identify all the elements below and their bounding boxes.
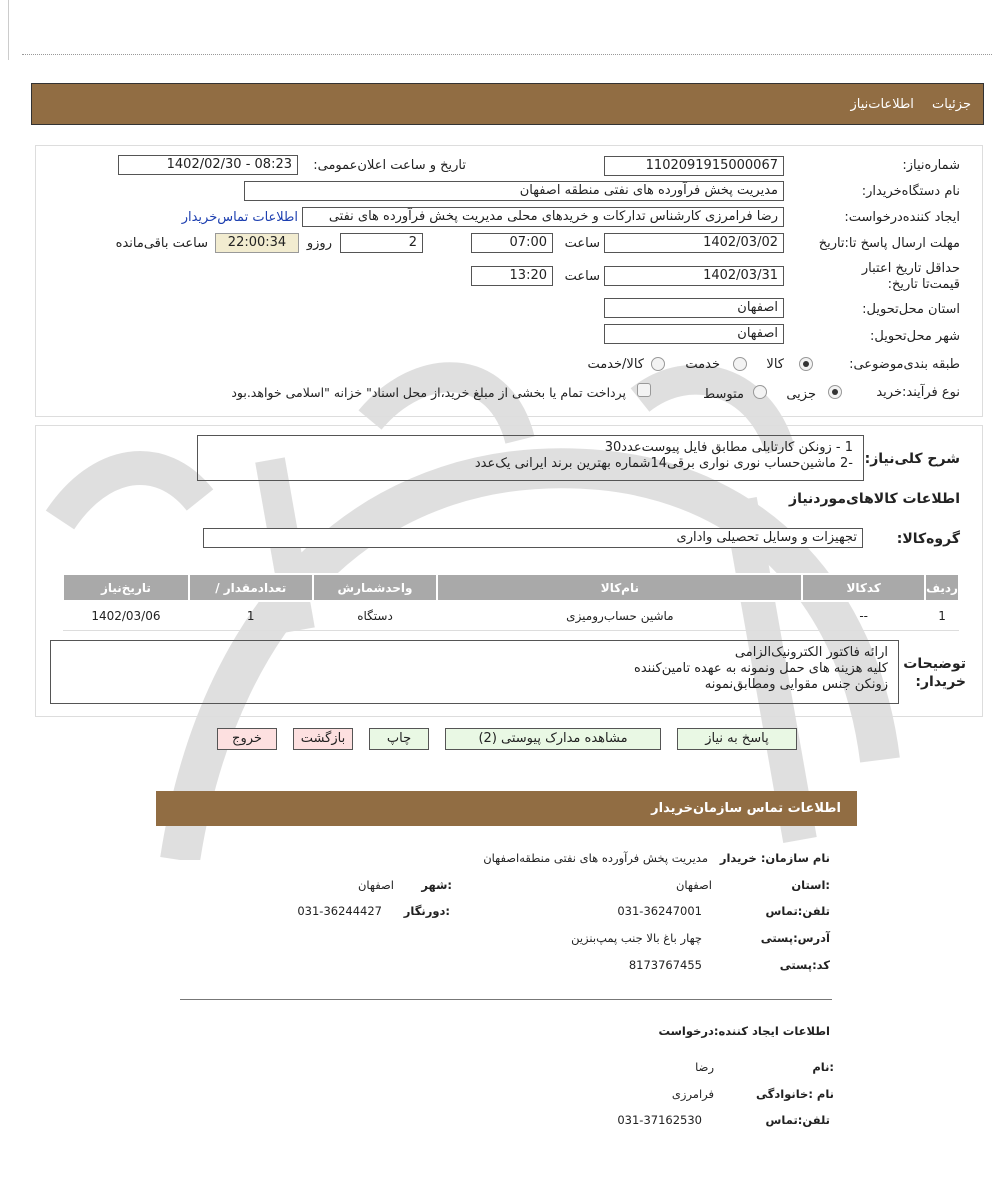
contact-org-label: نام سازمان‌: خریدار: [719, 851, 830, 865]
contact-address-label: آدرس‌:پستی: [760, 931, 830, 945]
contact-fax-label: :دورنگار: [403, 904, 450, 918]
buyer-org-label: نام دستگاه‌خریدار:: [861, 184, 960, 199]
col-quantity: تعدادمقدار /: [189, 574, 313, 601]
notes-line-1: ارائه فاکتور الکترونیک‌الزامی: [734, 645, 888, 660]
validity-time-label: ساعت: [564, 269, 600, 284]
col-code: کدکالا: [802, 574, 925, 601]
cell-name: ماشین حساب‌رومیزی: [437, 601, 802, 630]
col-row: ردیف: [925, 574, 959, 601]
goods-info-heading: اطلاعات کالاهای‌موردنیاز: [789, 491, 960, 507]
contact-divider: [180, 999, 832, 1000]
col-unit: واحدشمارش: [313, 574, 438, 601]
creator-info-heading: اطلاعات ایجاد کننده‌:درخواست: [658, 1024, 830, 1038]
goods-group-field[interactable]: تجهیزات و وسایل تحصیلی واداری: [203, 528, 863, 548]
creator-phone-label: تلفن‌:تماس: [765, 1113, 830, 1127]
province-field[interactable]: اصفهان: [604, 298, 784, 318]
cell-unit: دستگاه: [313, 601, 438, 630]
cell-date: 1402/03/06: [63, 601, 189, 630]
summary-label: شرح کلی‌نیاز:: [864, 451, 960, 467]
remaining-label: ساعت باقی‌مانده: [115, 236, 208, 251]
creator-label: ایجاد کننده‌درخواست:: [844, 210, 960, 225]
table-row: [63, 601, 959, 630]
creator-family-label: نام :خانوادگی: [756, 1087, 834, 1101]
col-name: نام‌کالا: [437, 574, 802, 601]
creator-field[interactable]: رضا فرامرزی کارشناس تدارکات و خریدهای محلی مدیریت پخش فرآورده های نفتی: [302, 207, 784, 227]
contact-province-label: :استان: [791, 878, 830, 892]
contact-postal-value: 8173767455: [628, 958, 702, 972]
category-both-radio[interactable]: [651, 357, 665, 371]
cell-row: 1: [925, 601, 959, 630]
process-minor-radio[interactable]: [828, 385, 842, 399]
payment-note: پرداخت تمام یا بخشی از مبلغ خرید،از محل اسناد" خزانه "اسلامی خواهد.بود: [231, 385, 626, 400]
contact-header: اطلاعات تماس سازمان‌خریدار: [156, 791, 857, 826]
buyer-notes-label-1: توضیحات: [903, 656, 966, 672]
contact-phone-label: تلفن‌:تماس: [765, 904, 830, 918]
back-button[interactable]: بازگشت: [293, 728, 353, 750]
buyer-contact-link[interactable]: اطلاعات تماس‌خریدار: [181, 210, 298, 225]
reply-button[interactable]: پاسخ به نیاز: [677, 728, 797, 750]
need-number-field[interactable]: 1102091915000067: [604, 156, 784, 176]
process-medium-radio[interactable]: [753, 385, 767, 399]
category-goods-label: کالا: [766, 357, 784, 372]
process-buy-label: خرید: [876, 385, 902, 400]
print-button[interactable]: چاپ: [369, 728, 429, 750]
city-label: شهر محل‌تحویل:: [870, 329, 960, 344]
goods-table-header: [63, 574, 959, 601]
deadline-label: مهلت ارسال پاسخ تا:تاریخ: [818, 236, 960, 251]
contact-province-value: اصفهان: [675, 878, 712, 892]
creator-family-value: فرامرزی: [671, 1087, 714, 1101]
remaining-time-field: 22:00:34: [215, 233, 299, 253]
exit-button[interactable]: خروج: [217, 728, 277, 750]
contact-fax-value: 031-36244427: [297, 904, 382, 918]
contact-phone-value: 031-36247001: [617, 904, 702, 918]
days-label: روزو: [306, 236, 332, 251]
payment-checkbox[interactable]: [637, 383, 651, 397]
category-service-radio[interactable]: [733, 357, 747, 371]
goods-group-label: گروه‌کالا:: [896, 531, 960, 547]
creator-name-value: رضا: [695, 1060, 714, 1074]
summary-line-1: 1 - زونکن کارتابلی مطابق فایل پیوست‌عدد30: [604, 440, 853, 455]
category-both-label: کالا/خدمت: [587, 357, 644, 372]
validity-time-field[interactable]: 13:20: [471, 266, 553, 286]
process-medium-label: متوسط: [703, 387, 744, 402]
contact-address-value: چهار باغ بالا جنب پمپ‌بنزین: [571, 931, 702, 945]
category-label: طبقه بندی‌موضوعی:: [849, 357, 960, 372]
col-date: تاریخ‌نیاز: [63, 574, 189, 601]
need-number-label: شماره‌نیاز:: [902, 158, 960, 173]
contact-org-value: مدیریت پخش فرآورده های نفتی منطقه‌اصفهان: [483, 851, 708, 865]
province-label: استان محل‌تحویل:: [862, 302, 960, 317]
deadline-date-field[interactable]: 1402/03/02: [604, 233, 784, 253]
summary-line-2: -2 ماشین‌حساب نوری نواری برقی14شماره بهترین برند ایرانی یک‌عدد: [474, 456, 853, 471]
validity-label: حداقل تاریخ اعتبار قیمت‌تا تاریخ:: [861, 261, 960, 292]
announce-date-field[interactable]: 1402/02/30 - 08:23: [118, 155, 298, 175]
summary-textarea[interactable]: [197, 435, 864, 481]
page-left-rule: [8, 0, 9, 60]
announce-label: تاریخ و ساعت اعلان‌عمومی:: [313, 158, 466, 173]
tab-need-info[interactable]: اطلاعات‌نیاز: [850, 97, 914, 112]
days-field[interactable]: 2: [340, 233, 423, 253]
category-goods-radio[interactable]: [799, 357, 813, 371]
header-bar: [31, 83, 984, 125]
cell-code: --: [802, 601, 925, 630]
deadline-time-label: ساعت: [564, 236, 600, 251]
tab-details[interactable]: جزئیات: [932, 97, 971, 112]
buyer-notes-textarea[interactable]: [50, 640, 899, 704]
process-label: نوع فرآیند:: [902, 385, 960, 400]
validity-date-field[interactable]: 1402/03/31: [604, 266, 784, 286]
city-field[interactable]: اصفهان: [604, 324, 784, 344]
creator-name-label: :نام: [812, 1060, 834, 1074]
category-service-label: خدمت: [685, 357, 720, 372]
deadline-time-field[interactable]: 07:00: [471, 233, 553, 253]
contact-city-label: :شهر: [421, 878, 452, 892]
contact-city-value: اصفهان: [357, 878, 394, 892]
attachments-button[interactable]: مشاهده مدارک پیوستی (2): [445, 728, 661, 750]
buyer-org-field[interactable]: مدیریت پخش فرآورده های نفتی منطقه اصفهان: [244, 181, 784, 201]
buyer-notes-label-2: خریدار:: [915, 674, 966, 690]
contact-postal-label: کد:پستی: [779, 958, 830, 972]
notes-line-2: کلیه هزینه های حمل ونمونه به عهده تامین‌کننده: [634, 661, 888, 676]
process-minor-label: جزیی: [786, 387, 816, 402]
creator-phone-value: 031-37162530: [617, 1113, 702, 1127]
cell-quantity: 1: [189, 601, 313, 630]
notes-line-3: زونکن جنس مقوایی ومطابق‌نمونه: [704, 677, 888, 692]
top-divider: [22, 54, 992, 55]
goods-table: [62, 573, 960, 631]
